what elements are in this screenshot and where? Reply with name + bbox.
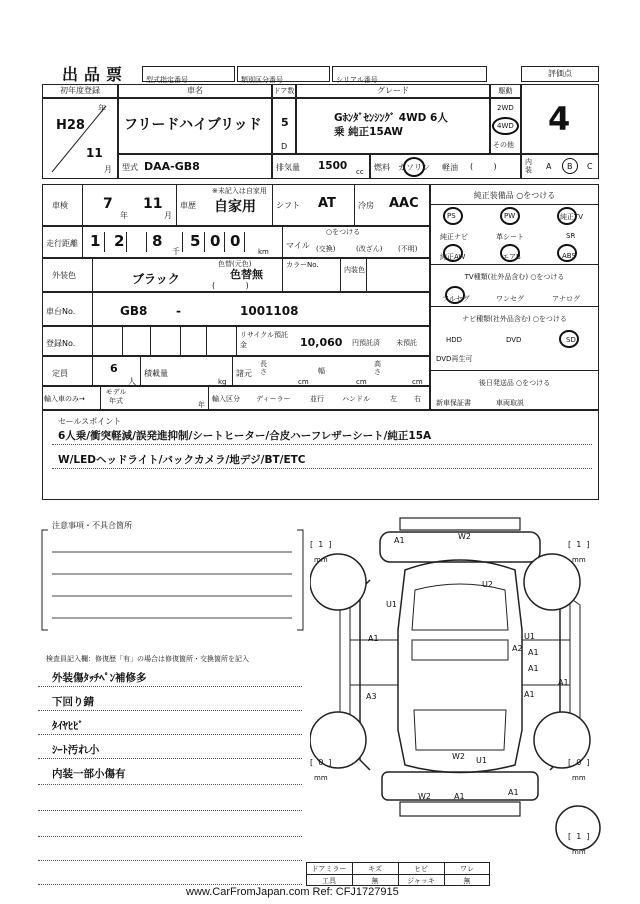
grade-header: グレード — [296, 84, 490, 98]
note-line: 外装傷ﾀｯﾁﾍﾟﾝ補修多 — [52, 672, 147, 684]
color-change-value: 色替無 — [230, 268, 263, 281]
tv-fullseg-circle — [445, 286, 465, 304]
meter-tamper: (改ざん) — [356, 245, 383, 253]
width-label: 幅 — [318, 367, 325, 375]
note-line: 内装一部小傷有 — [52, 768, 126, 780]
damage-mark: A1 — [524, 690, 535, 699]
history-value: 自家用 — [214, 199, 256, 215]
sales-points-line2: W/LEDヘッドライト/バックカメラ/地デジ/BT/ETC — [58, 454, 306, 466]
doors-header: ドア数 — [272, 84, 296, 98]
mileage-digit: 2 — [114, 232, 125, 250]
damage-mark: A2 — [512, 644, 523, 653]
equip-pw-circle — [500, 207, 520, 225]
dims-label: 諸元 — [236, 369, 252, 378]
legend-value: 無 — [463, 877, 471, 885]
interior-a: A — [546, 162, 552, 171]
color-no-label: カラーNo. — [286, 261, 319, 269]
damage-mark: A3 — [366, 692, 377, 701]
damage-mark: A1 — [558, 678, 569, 687]
fuel-label: 燃料 — [374, 163, 390, 172]
load-label: 積載量 — [144, 369, 168, 378]
navi-title: ナビ種類(社外品含む) ○をつける — [462, 315, 567, 323]
tire-rl-unit: mm — [314, 774, 328, 782]
recycle-unpaid: 未預託 — [396, 339, 417, 347]
frame-label: 車台No. — [46, 307, 76, 316]
length-unit: cm — [298, 378, 309, 386]
meter-exchange: (交換) — [316, 245, 336, 253]
drive-2wd: 2WD — [497, 104, 514, 112]
first-reg-month: 11 — [86, 146, 103, 160]
mileage-digit: 5 — [190, 232, 201, 250]
recycle-amount: 10,060 — [300, 336, 343, 349]
navi-hdd: HDD — [446, 336, 463, 344]
score-value: 4 — [548, 100, 571, 138]
interior-c: C — [587, 162, 593, 171]
serial-label: シリアル番号 — [336, 76, 378, 84]
frame-row — [42, 292, 430, 326]
doors-sub: D — [281, 142, 288, 151]
dvd-playback: DVD再生可 — [436, 355, 473, 363]
navi-dvd: DVD — [506, 336, 522, 344]
year-unit: 年 — [98, 104, 106, 113]
tire-fr: 1 — [576, 540, 582, 549]
equip-airbag-circle — [500, 244, 520, 262]
first-reg-year: H28 — [56, 118, 85, 133]
fuel-gas-circle — [403, 157, 425, 177]
height-unit: cm — [412, 378, 423, 386]
color-value: ブラック — [132, 272, 180, 286]
inspection-month: 11 — [143, 196, 163, 212]
serial-box — [332, 66, 487, 82]
mileage-label: 走行距離 — [46, 239, 78, 248]
drive-header: 駆動 — [490, 84, 521, 98]
displacement-value: 1500 — [318, 160, 348, 172]
ac-label: 冷房 — [358, 201, 374, 210]
shift-value: AT — [318, 196, 336, 211]
handle-label: ハンドル — [342, 395, 370, 403]
caution-box — [40, 528, 305, 633]
dealer-option: ディーラー — [256, 395, 291, 403]
drive-other: その他 — [493, 141, 514, 149]
drive-4wd: 4WD — [497, 122, 514, 130]
navi-sd: SD — [566, 336, 576, 344]
equip-ps: PS — [447, 212, 456, 220]
damage-mark: W2 — [418, 792, 431, 801]
person-unit: 人 — [128, 377, 136, 386]
model-year-unit: 年 — [198, 401, 205, 409]
cc-unit: cc — [356, 168, 364, 176]
displacement-label: 排気量 — [276, 163, 300, 172]
registration-label: 登録No. — [46, 339, 76, 348]
fuel-gas: ガソリン — [398, 163, 430, 172]
handle-right: 右 — [414, 395, 421, 403]
tv-title: TV種類(社外品含む) ○をつける — [464, 273, 565, 281]
damage-mark: A1 — [368, 634, 379, 643]
mileage-digit: 1 — [90, 232, 101, 250]
equip-abs: ABS — [562, 252, 576, 260]
equip-aw-circle — [443, 244, 463, 262]
length-label: 長さ — [260, 360, 267, 376]
tire-rr-unit: mm — [572, 774, 586, 782]
equip-leather: 革シート — [496, 233, 524, 241]
tire-spare-unit: mm — [572, 848, 586, 856]
mileage-digit: 0 — [210, 232, 221, 250]
equip-tv: 純正TV — [560, 213, 584, 221]
form-title: 出品票 — [62, 65, 129, 84]
note-line: ｼｰﾄ汚れ小 — [52, 744, 100, 756]
miles-label: マイル — [286, 241, 310, 250]
inspection-year: 7 — [103, 196, 113, 212]
tv-oneseg: ワンセグ — [496, 295, 524, 303]
color-change-label: 色替(元色) — [218, 260, 252, 268]
mileage-digit: 8 — [152, 232, 163, 250]
legend-header: キズ — [368, 865, 382, 873]
vehicle-name: フリードハイブリッド — [124, 117, 262, 133]
equip-ps-circle — [443, 207, 463, 225]
height-label: 高さ — [374, 360, 381, 376]
fuel-diesel: 軽油 — [442, 163, 458, 172]
tire-fl: 1 — [318, 540, 324, 549]
inspection-month-unit: 月 — [164, 211, 172, 220]
legend-header: ヒビ — [414, 865, 428, 873]
damage-mark: A1 — [528, 664, 539, 673]
after-warranty: 新車保証書 — [436, 399, 471, 407]
damage-mark: A1 — [508, 788, 519, 797]
import-class-label: 輸入区分 — [212, 395, 240, 403]
caution-label: 注意事項・不具合箇所 — [52, 521, 132, 530]
equip-abs-circle — [557, 244, 577, 262]
interior-color-label: 内装色 — [344, 266, 365, 274]
equip-airbag: エアB — [502, 253, 521, 261]
interior-grade-label: 内装 — [525, 158, 532, 174]
model-label: 型式 — [122, 163, 138, 172]
damage-mark: U2 — [482, 580, 493, 589]
damage-mark: U1 — [524, 632, 535, 641]
frame-prefix: GB8 — [120, 304, 148, 318]
damage-mark: U1 — [386, 600, 397, 609]
model-value: DAA-GB8 — [144, 160, 200, 173]
legend-value: ジャッキ — [407, 877, 435, 885]
import-label: 輸入車のみ→ — [44, 395, 85, 403]
frame-number: 1001108 — [240, 304, 299, 318]
after-manual: 車両取説 — [496, 399, 524, 407]
tire-rr: 0 — [576, 758, 582, 767]
sales-points-label: セールスポイント — [58, 417, 122, 426]
thousand-unit: 千 — [172, 247, 180, 256]
after-title: 後日発送品 ○をつける — [478, 379, 551, 387]
damage-mark: W2 — [452, 752, 465, 761]
doors-value: 5 — [281, 116, 289, 129]
handle-left: 左 — [390, 395, 397, 403]
first-reg-header: 初年度登録 — [42, 84, 118, 98]
meter-circle-note: ○をつける — [326, 228, 361, 236]
sales-points-line1: 6人乗/衝突軽減/誤発進抑制/シートヒーター/合皮ハーフレザーシート/純正15A — [58, 430, 432, 442]
capacity-label: 定員 — [52, 369, 68, 378]
interior-b: B — [567, 162, 573, 171]
ac-value: AAC — [389, 196, 419, 211]
footer-watermark: www.CarFromJapan.com Ref: CFJ1727915 — [186, 886, 399, 898]
kg-unit: kg — [218, 378, 227, 386]
month-unit: 月 — [104, 165, 112, 174]
meter-unknown: (不明) — [398, 245, 418, 253]
drive-4wd-circle — [492, 117, 519, 135]
type-code-label: 型式指定番号 — [146, 76, 188, 84]
mileage-digit: 0 — [230, 232, 241, 250]
damage-mark: W2 — [458, 532, 471, 541]
recycle-paid: 円預託済 — [352, 339, 380, 347]
tv-fullseg: フルセグ — [442, 295, 470, 303]
history-note: ※未記入は自家用 — [212, 187, 267, 195]
navi-sd-circle — [559, 330, 579, 348]
history-label: 車歴 — [180, 201, 196, 210]
score-label-box — [521, 66, 599, 82]
equip-aw: 純正AW — [440, 253, 466, 261]
capacity-value: 6 — [110, 362, 118, 375]
class-code-label: 類別区分番号 — [241, 76, 283, 84]
width-unit: cm — [356, 378, 367, 386]
damage-mark: A1 — [394, 536, 405, 545]
score-label: 評価点 — [548, 69, 572, 78]
km-unit: km — [258, 248, 269, 256]
color-label: 外装色 — [52, 271, 76, 280]
shift-label: シフト — [276, 201, 300, 210]
grade-line1: Gﾎﾝﾀﾞｾﾝｼﾝｸﾞ 4WD 6人 — [334, 112, 448, 124]
inspection-year-unit: 年 — [120, 211, 128, 220]
inspector-label: 検査員記入欄：修復歴「有」の場合は修復箇所・交換箇所を記入 — [46, 655, 249, 663]
equip-sr: SR — [566, 232, 576, 240]
legend-header: ドアミラー — [311, 865, 347, 873]
damage-mark: U1 — [476, 756, 487, 765]
type-code-box — [142, 66, 235, 82]
damage-mark: A1 — [528, 648, 539, 657]
note-line: 下回り錆 — [52, 696, 94, 708]
first-reg-slash — [44, 100, 116, 178]
tire-rl: 0 — [318, 758, 324, 767]
equip-navi: 純正ナビ — [440, 233, 468, 241]
inspection-label: 車検 — [52, 201, 68, 210]
tire-fr-unit: mm — [572, 556, 586, 564]
interior-b-circle — [562, 158, 578, 174]
note-line: ﾀｲﾔﾋﾋﾞ — [52, 720, 84, 732]
recycle-label: リサイクル預託金 — [240, 331, 289, 349]
damage-mark: A1 — [454, 792, 465, 801]
grade-line2: 乗 純正15AW — [334, 126, 404, 138]
legend-value: 工具 — [322, 877, 336, 885]
class-code-box — [237, 66, 330, 82]
equipment-title: 純正装備品 ○をつける — [473, 191, 556, 200]
name-header: 車名 — [118, 84, 272, 98]
parallel-option: 並行 — [310, 395, 324, 403]
equip-pw: PW — [504, 212, 516, 220]
legend-value: 無 — [371, 877, 379, 885]
tv-analog: アナログ — [552, 295, 580, 303]
model-year-label: モデル年式 — [105, 388, 127, 405]
legend-header: ワレ — [460, 865, 474, 873]
frame-dash: - — [176, 304, 181, 318]
tire-fl-unit: mm — [314, 556, 328, 564]
equip-tv-circle — [557, 207, 577, 225]
tire-spare: 1 — [576, 832, 582, 841]
